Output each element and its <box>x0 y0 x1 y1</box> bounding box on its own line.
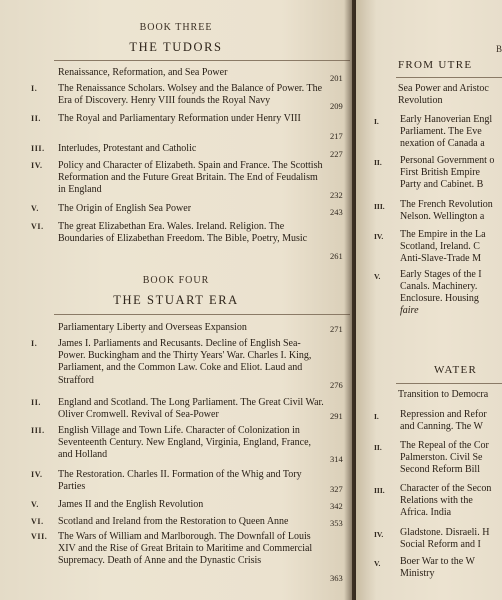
entry-number: V. <box>374 559 381 568</box>
part-title: FROM UTRE <box>398 59 473 71</box>
entry-number: III. <box>31 144 45 153</box>
entry-number: VII. <box>31 532 48 541</box>
entry-page: 232 <box>330 190 343 200</box>
entry-title: English Village and Town Life. Character of Colonization in Seventeenth Century. New England, Virginia, England, France, and Holland <box>58 425 312 461</box>
entry-line: Scotland, Ireland. C <box>400 241 480 252</box>
entry-line: Character of the Secon <box>400 483 492 494</box>
entry-number: IV. <box>31 161 43 170</box>
entry-line: and Canning. The W <box>400 421 483 432</box>
book-four-title: THE STUART ERA <box>113 293 239 307</box>
entry-line: Gladstone. Disraeli. H <box>400 527 490 538</box>
entry-line: Early Hanoverian Engl <box>400 114 493 125</box>
entry-title: The Origin of English Sea Power <box>58 203 192 214</box>
entry-title: The Restoration. Charles II. Formation of the Whig and Tory Parties <box>58 469 302 493</box>
entry-title: Scotland and Ireland from the Restoration to Queen Anne <box>58 516 289 527</box>
entry-number: VI. <box>31 222 44 231</box>
entry-number: II. <box>374 443 382 452</box>
entry-page: 314 <box>330 454 343 464</box>
entry-number: VI. <box>31 517 44 526</box>
entry-line: Palmerston. Civil Se <box>400 452 483 463</box>
entry-line: Personal Government o <box>400 155 495 166</box>
entry-number: II. <box>31 398 42 407</box>
entry-title: Interludes, Protestant and Catholic <box>58 143 197 154</box>
entry-page: 227 <box>330 149 343 159</box>
entry-line: Enclosure. Housing <box>400 293 479 304</box>
entry-title: The Wars of William and Marlborough. The Downfall of Louis XIV and the Rise of Great Britain to Maritime and Commercial Supremacy. Death of Anne and the Dynastic Crisis <box>58 531 313 567</box>
entry-number: II. <box>31 114 42 123</box>
intro-line: Sea Power and Aristoc <box>398 83 489 94</box>
entry-line: Canals. Machinery. <box>400 281 478 292</box>
entry-page: 243 <box>330 207 343 217</box>
intro-line: Revolution <box>398 95 443 106</box>
entry-line: Nelson. Wellington a <box>400 211 485 222</box>
entry-line: Parliament. The Eve <box>400 126 482 137</box>
entry-title: Parliamentary Liberty and Overseas Expansion <box>58 322 247 333</box>
entry-title: James I. Parliaments and Recusants. Decline of English Sea-Power. Buckingham and the Thirty Years' War. Charles I. King, Parliament, and the Common Law. Coke and Eliot. Laud and Strafford <box>58 338 312 386</box>
entry-page: 363 <box>330 573 343 583</box>
entry-page: 271 <box>330 324 343 334</box>
entry-number: I. <box>31 339 38 348</box>
entry-title: Renaissance, Reformation, and Sea Power <box>58 67 228 78</box>
entry-number: III. <box>374 486 385 495</box>
book-four-rule <box>54 314 350 315</box>
entry-title: The Royal and Parliamentary Reformation under Henry VIII <box>58 113 301 124</box>
book-heading-fragment: B <box>496 44 502 54</box>
entry-number: I. <box>374 117 379 126</box>
entry-page: 209 <box>330 101 343 111</box>
entry-line: Relations with the <box>400 495 473 506</box>
entry-line: nexation of Canada a <box>400 138 485 149</box>
entry-number: V. <box>31 500 39 509</box>
entry-line: Early Stages of the I <box>400 269 482 280</box>
entry-line: Second Reform Bill <box>400 464 480 475</box>
part-rule <box>396 383 502 384</box>
entry-page: 327 <box>330 484 343 494</box>
entry-number: III. <box>374 202 385 211</box>
entry-page: 353 <box>330 518 343 528</box>
entry-number: V. <box>374 272 381 281</box>
entry-number: I. <box>31 84 38 93</box>
entry-number: IV. <box>374 232 384 241</box>
entry-number: V. <box>31 204 39 213</box>
entry-number: III. <box>31 426 45 435</box>
entry-line: faire <box>400 305 419 316</box>
part-rule <box>396 77 502 78</box>
entry-title: James II and the English Revolution <box>58 499 204 510</box>
entry-line: Boer War to the W <box>400 556 475 567</box>
entry-line: Social Reform and I <box>400 539 481 550</box>
entry-line: Party and Cabinet. B <box>400 179 484 190</box>
entry-page: 217 <box>330 131 343 141</box>
entry-page: 342 <box>330 501 343 511</box>
entry-line: Africa. India <box>400 507 452 518</box>
entry-line: The French Revolution <box>400 199 493 210</box>
entry-line: Repression and Refor <box>400 409 487 420</box>
book-three-rule <box>54 60 350 61</box>
entry-title: England and Scotland. The Long Parliament. The Great Civil War. Oliver Cromwell. Revival of Sea-Power <box>58 397 324 421</box>
intro-line: Transition to Democra <box>398 389 489 400</box>
entry-page: 261 <box>330 251 343 261</box>
entry-page: 291 <box>330 411 343 421</box>
book-four-heading: BOOK FOUR <box>142 275 210 286</box>
entry-page: 201 <box>330 73 343 83</box>
entry-title: Policy and Character of Elizabeth. Spain and France. The Scottish Reformation and the Future Great Britain. The End of Feudalism in England <box>58 160 323 196</box>
part-title: WATER <box>434 364 478 376</box>
entry-title: The Renaissance Scholars. Wolsey and the Balance of Power. The Era of Discovery. Henry VIII founds the Royal Navy <box>58 83 323 107</box>
right-page <box>356 0 502 600</box>
entry-line: The Repeal of the Cor <box>400 440 489 451</box>
entry-number: II. <box>374 158 382 167</box>
entry-number: IV. <box>374 530 384 539</box>
book-three-title: THE TUDORS <box>129 40 223 54</box>
entry-line: Ministry <box>400 568 435 579</box>
entry-page: 276 <box>330 380 343 390</box>
book-three-heading: BOOK THREE <box>139 22 213 33</box>
entry-line: First British Empire <box>400 167 480 178</box>
entry-number: IV. <box>31 470 43 479</box>
entry-number: I. <box>374 412 379 421</box>
entry-line: Anti-Slave-Trade M <box>400 253 482 264</box>
entry-title: The great Elizabethan Era. Wales. Ireland. Religion. The Boundaries of Elizabethan Freedom. The Bible, Poetry, Music <box>58 221 308 245</box>
entry-line: The Empire in the La <box>400 229 486 240</box>
